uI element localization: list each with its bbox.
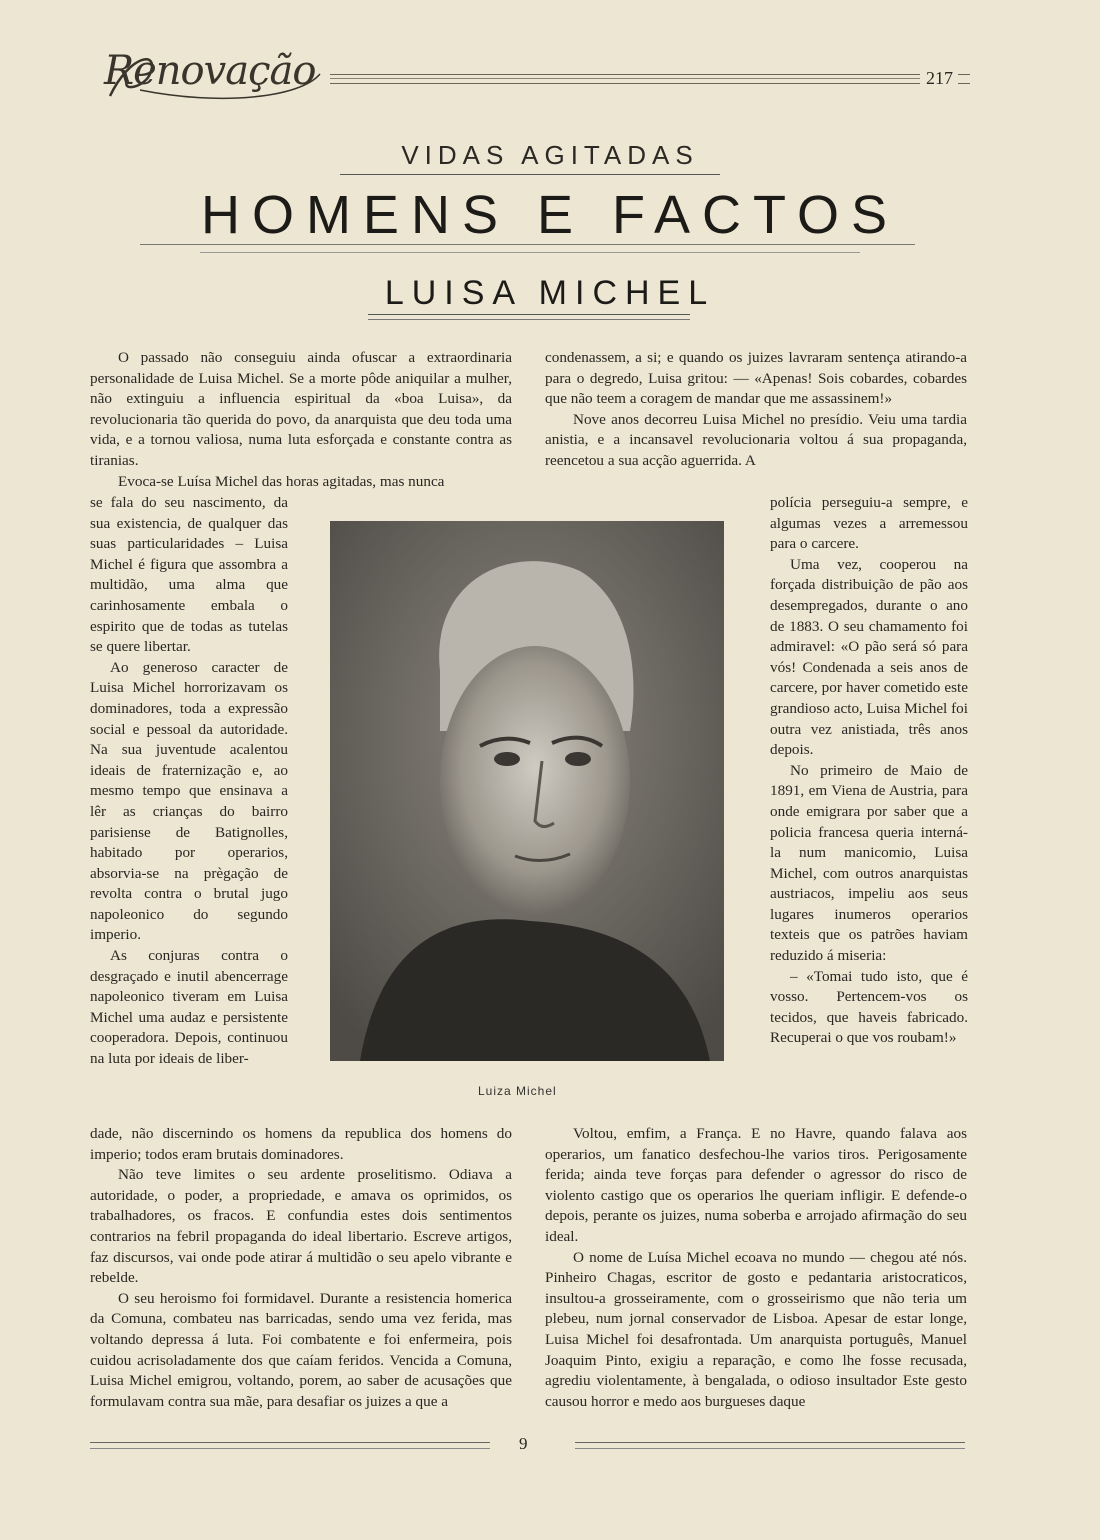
paragraph: se fala do seu nascimento, da sua existencia, de qualquer das suas particularidades – Luisa Michel é figura que assombra a multidão, uma alma que carinhosamente embala o espirito que de todas as tutelas se quere libertar. — [90, 494, 288, 656]
subject-rule — [368, 314, 690, 315]
portrait-photo — [330, 521, 724, 1061]
paragraph: O passado não conseguiu ainda ofuscar a extraordinaria personalidade de Luisa Michel. Se a morte pôde aniquilar a mulher, não extinguiu a influencia espiritual da «boa Luisa», da revolucionaria tão querida do povo, da anarquista que deu toda uma vida, e a tornou valiosa, numa luta esforçada e constante contra as tiranias. — [90, 349, 512, 469]
paragraph: dade, não discernindo os homens da republica dos homens do imperio; todos eram brutais dominadores. — [90, 1125, 512, 1163]
section-label: VIDAS AGITADAS — [401, 140, 699, 170]
footer-rule — [90, 1448, 490, 1449]
left-column-narrow — [90, 493, 288, 1070]
renovacao-logo — [100, 44, 330, 104]
subject-title: LUISA MICHEL — [384, 274, 716, 312]
paragraph: Uma vez, cooperou na forçada distribuição de pão aos desempregados, durante o ano de 1883. O seu chamamento foi admiravel: «O pão será só para vós! Condenada a seis anos de carcere, por haver cometido este grandioso acto, Luisa Michel foi outra vez anistiada, três anos depois. — [770, 555, 968, 759]
footer-rule — [575, 1448, 965, 1449]
masthead — [100, 44, 970, 104]
sheet-number: 9 — [519, 1434, 528, 1453]
right-column-bottom — [545, 1124, 967, 1412]
paragraph: Não teve limites o seu ardente proselitismo. Odiava a autoridade, o poder, a propriedade, e amava os oprimidos, os trabalhadores, os fracos. E confundia estes dois sentimentos contrarios na febril propaganda do ideal libertario. Escreve artigos, faz discursos, vai onde pode atirar á multidão o seu apelo vibrante e rebelde. — [90, 1166, 512, 1287]
paragraph: Voltou, emfim, a França. E no Havre, quando falava aos operarios, um fanatico desfechou-lhe varios tiros. Perigosamente ferida; ainda teve forças para defender o agressor do risco de violento castigo que os operarios lhe queriam infligir. E defende-o depois, perante os juizes, numa soberba e arrojado afirmação do seu ideal. — [545, 1125, 967, 1245]
footer-rule — [90, 1442, 490, 1443]
paragraph: – «Tomai tudo isto, que é vosso. Pertencem-vos os tecidos, que haveis fabricado. Recuperai o que vos roubam!» — [770, 967, 968, 1047]
main-title: HOMENS E FACTOS — [200, 185, 900, 245]
page-number: 217 — [926, 68, 953, 88]
right-column-top — [545, 348, 967, 472]
header-rule-end — [958, 74, 970, 84]
section-underline — [340, 174, 720, 175]
portrait-illustration — [330, 521, 724, 1061]
portrait-caption: Luiza Michel — [478, 1084, 557, 1098]
paragraph: No primeiro de Maio de 1891, em Viena de Austria, para onde emigrara por saber que a policia francesa queria interná-la num manicomio, Luisa Michel, com outros anarquistas austriacos, impeliu aos seus lugares inumeros operarios texteis que os patrões haviam reduzido á miseria: — [770, 761, 968, 965]
logo-text: Renovação — [104, 48, 316, 94]
paragraph: polícia perseguiu-a sempre, e algumas vezes a arremessou para o carcere. — [770, 494, 968, 553]
paragraph: As conjuras contra o desgraçado e inutil abencerrage napoleonico tiveram em Luisa Michel uma audaz e persistente cooperadora. Depois, continuou na luta por ideais de liber- — [90, 947, 288, 1068]
paragraph: Ao generoso caracter de Luisa Michel horrorizavam os dominadores, toda a expressão social e pessoal da autoridade. Na sua juventude acalentou ideais de fraternização e, ao mesmo tempo que ensinava a lêr as crianças do bairro parisiense de Batignolles, habitado por operarios, absorvia-se na prègação de revolta contra o brutal jugo napoleonico do segundo imperio. — [90, 658, 288, 944]
paragraph: Nove anos decorreu Luisa Michel no presídio. Veiu uma tardia anistia, e a incansavel revolucionaria voltou á sua propaganda, reencetou a sua acção aguerrida. A — [545, 410, 967, 469]
title-rule — [140, 244, 915, 245]
left-column-bottom — [90, 1124, 512, 1412]
paragraph: O nome de Luísa Michel ecoava no mundo — chegou até nós. Pinheiro Chagas, escritor de gosto e pedantaria aristocraticos, insultou-a grosseiramente, com o grosseirismo que não teria um plebeu, num jornal conservador de Lisboa. Apesar de estar longe, Luisa Michel foi desafrontada. Um anarquista português, Manuel Joaquim Pinto, exigiu a reparação, e como lhe fosse recusada, agrediu violentamente, à bengalada, o odioso insultador Este gesto causou horror e medo aos burgueses daque — [545, 1248, 967, 1410]
paragraph: Evoca-se Luísa Michel das horas agitadas, mas nunca — [118, 472, 445, 490]
header-rule — [330, 74, 920, 84]
paragraph: condenassem, a si; e quando os juizes lavraram sentença atirando-a para o degredo, Luisa gritou: — «Apenas! Sois cobardes, cobardes que não teem a coragem de mandar que me assassinem!» — [545, 349, 967, 408]
left-column-top — [90, 348, 512, 492]
title-rule — [200, 252, 860, 253]
subject-rule — [368, 319, 690, 320]
paragraph: O seu heroismo foi formidavel. Durante a resistencia homerica da Comuna, combateu nas barricadas, sendo uma vez ferida, mas voltando depressa á luta. Foi combatente e foi enfermeira, pois cuidou acrisoladamente dos que caíam feridos. Vencida a Comuna, Luisa Michel emigrou, voltando, porem, ao saber de acusações que formulavam contra sua mãe, para desafiar os juizes a que a — [90, 1289, 512, 1410]
right-column-narrow — [770, 493, 968, 1049]
footer-rule — [575, 1442, 965, 1443]
